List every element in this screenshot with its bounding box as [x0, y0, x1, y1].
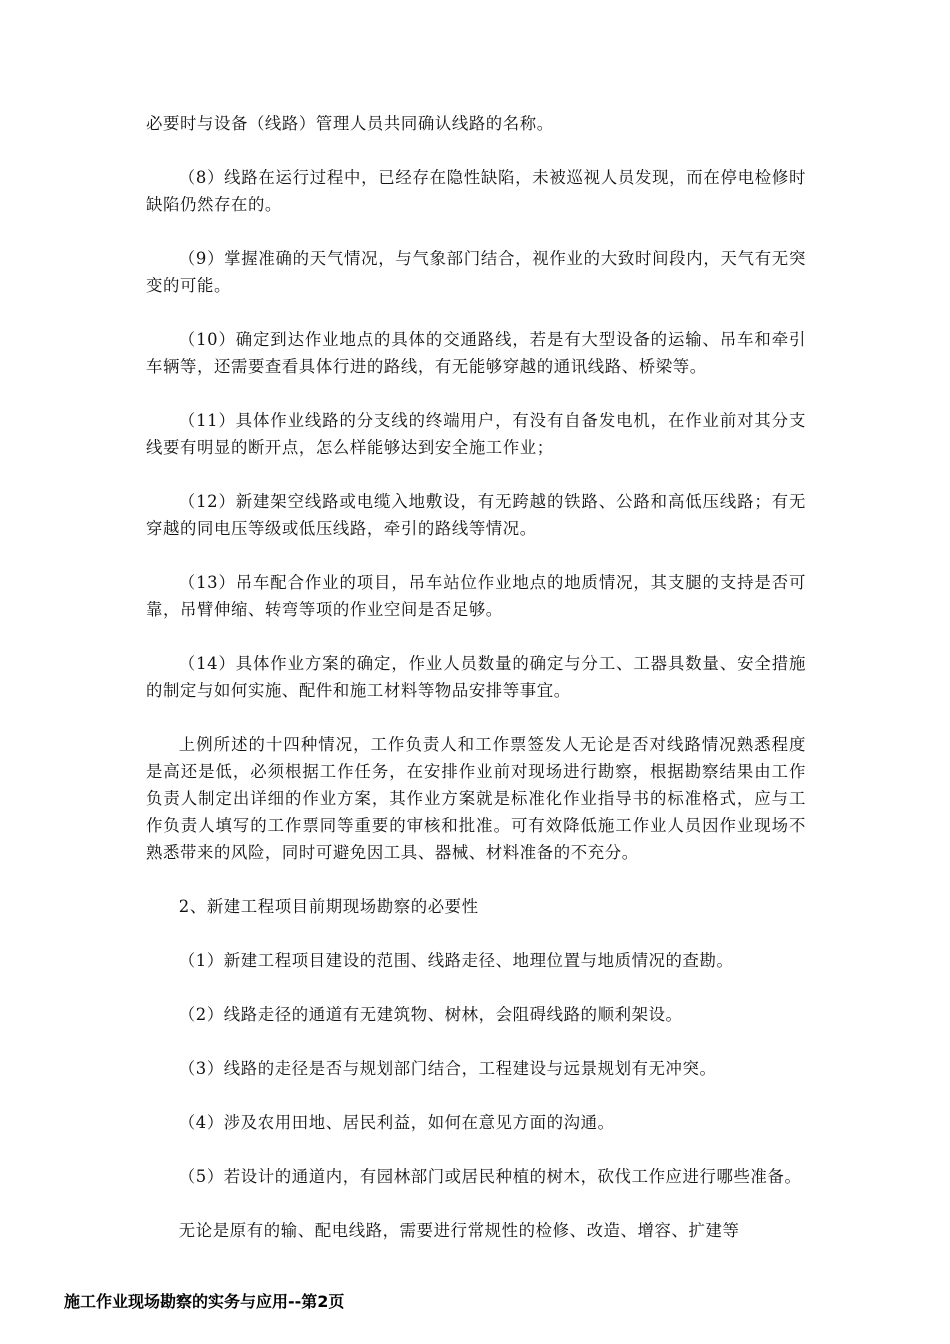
paragraph: （3）线路的走径是否与规划部门结合，工程建设与远景规划有无冲突。: [178, 1059, 717, 1078]
paragraph: （14）具体作业方案的确定，作业人员数量的确定与分工、工器具数量、安全措施的制定与如何实施、配件和施工材料等物品安排等事宜。: [146, 654, 806, 700]
paragraph: （4）涉及农用田地、居民利益，如何在意见方面的沟通。: [178, 1113, 615, 1132]
paragraph: （2）线路走径的通道有无建筑物、树林，会阻碍线路的顺利架设。: [178, 1005, 683, 1024]
document-body: [146, 110, 806, 1271]
paragraph: （11）具体作业线路的分支线的终端用户，有没有自备发电机，在作业前对其分支线要有明显的断开点，怎么样能够达到安全施工作业；: [146, 411, 806, 457]
page-footer: 施工作业现场勘察的实务与应用--第2页: [64, 1292, 345, 1311]
paragraph: 上例所述的十四种情况，工作负责人和工作票签发人无论是否对线路情况熟悉程度是高还是低，必须根据工作任务，在安排作业前对现场进行勘察，根据勘察结果由工作负责人制定出详细的作业方案，其作业方案就是标准化作业指导书的标准格式，应与工作负责人填写的工作票同等重要的审核和批准。可有效降低施工作业人员因作业现场不熟悉带来的风险，同时可避免因工具、器械、材料准备的不充分。: [146, 735, 806, 862]
paragraph: （13）吊车配合作业的项目，吊车站位作业地点的地质情况，其支腿的支持是否可靠，吊臂伸缩、转弯等项的作业空间是否足够。: [146, 573, 806, 619]
section-heading: 2、新建工程项目前期现场勘察的必要性: [178, 897, 479, 916]
paragraph: （5）若设计的通道内，有园林部门或居民种植的树木，砍伐工作应进行哪些准备。: [178, 1167, 802, 1186]
paragraph: （9）掌握准确的天气情况，与气象部门结合，视作业的大致时间段内，天气有无突变的可能。: [146, 249, 806, 295]
paragraph: （12）新建架空线路或电缆入地敷设，有无跨越的铁路、公路和高低压线路；有无穿越的同电压等级或低压线路，牵引的路线等情况。: [146, 492, 806, 538]
paragraph: 必要时与设备（线路）管理人员共同确认线路的名称。: [146, 114, 554, 133]
paragraph: 无论是原有的输、配电线路，需要进行常规性的检修、改造、增容、扩建等: [178, 1221, 740, 1240]
paragraph: （8）线路在运行过程中，已经存在隐性缺陷，未被巡视人员发现，而在停电检修时缺陷仍然存在的。: [146, 168, 806, 214]
paragraph: （1）新建工程项目建设的范围、线路走径、地理位置与地质情况的查勘。: [178, 951, 734, 970]
paragraph: （10）确定到达作业地点的具体的交通路线，若是有大型设备的运输、吊车和牵引车辆等，还需要查看具体行进的路线，有无能够穿越的通讯线路、桥梁等。: [146, 330, 806, 376]
